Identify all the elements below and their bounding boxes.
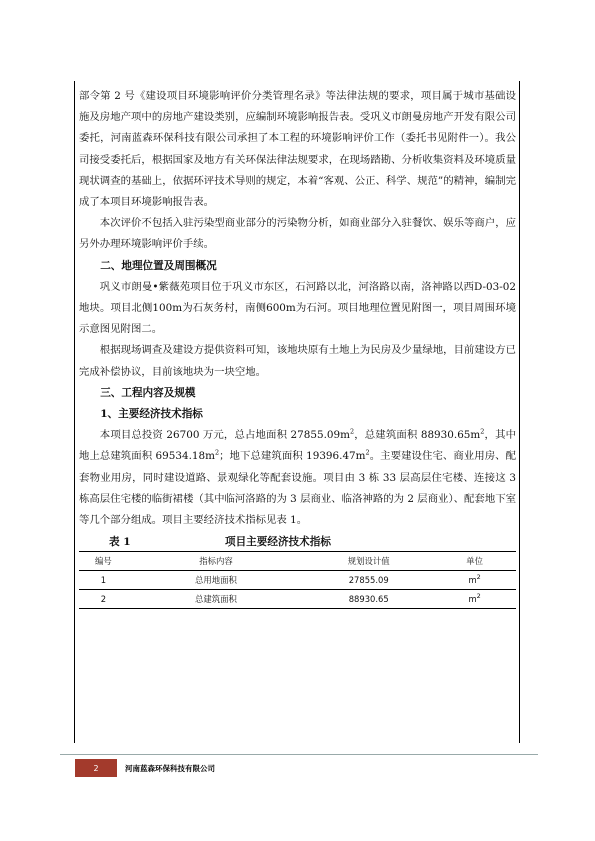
paragraph-location: 巩义市朗曼•紫薇苑项目位于巩义市东区，石河路以北，河洛路以南，洛神路以西D-03-02地块。项目北侧100m为石灰务村，南侧600m为石河。项目地理位置见附图一，项目周围环境示意图见附图二。 xyxy=(79,280,516,336)
paragraph-site-status: 根据现场调查及建设方提供资料可知，该地块原有土地上为民房及少量绿地，目前建设方已完成补偿协议，目前该地块为一块空地。 xyxy=(79,344,516,378)
header-design-value: 规划设计值 xyxy=(304,552,433,571)
heading-economic-indicators: 1、主要经济技术指标 xyxy=(100,408,203,421)
investment-text-a: 本项目总投资 26700 万元，总占地面积 27855.09m xyxy=(99,429,350,442)
table-caption xyxy=(79,533,516,551)
table-header-row xyxy=(79,552,516,571)
paragraph-investment xyxy=(79,425,516,531)
cell-number: 2 xyxy=(79,590,128,609)
footer-divider xyxy=(60,754,538,755)
footer-company: 河南蓝森环保科技有限公司 xyxy=(125,763,215,773)
cell-unit: $m^2$ xyxy=(433,590,516,609)
superscript: 2 xyxy=(365,448,370,457)
investment-text-e: 。主要建设住宅、商业用房、配套物业用房，同时建设道路、景观绿化等配套设施。项目由 3 栋 33 层高层住宅楼、连接这 3 栋高层住宅楼的临街裙楼（其中临河洛路的为 3 层商业、临洛神路的为 2 层商业）、配套地下室等几个部分组成。项目主要经济技术指标见表 1。 xyxy=(79,450,517,527)
cell-value: 88930.65 xyxy=(304,590,433,609)
superscript: 2 xyxy=(480,427,485,436)
cell-indicator: 总建筑面积 xyxy=(128,590,304,609)
cell-value: 27855.09 xyxy=(304,571,433,590)
table-row xyxy=(79,590,516,609)
cell-indicator: 总用地面积 xyxy=(128,571,304,590)
cell-number: 1 xyxy=(79,571,128,590)
investment-text-b: ，总建筑面积 88930.65m xyxy=(354,429,481,442)
superscript: 2 xyxy=(349,427,355,436)
heading-project-content: 三、工程内容及规模 xyxy=(100,386,196,399)
table-row xyxy=(79,571,516,590)
page-number: 2 xyxy=(75,759,117,777)
header-number: 编号 xyxy=(79,552,128,571)
investment-text-d: ；地下总建筑面积 19396.47m xyxy=(219,450,366,463)
cell-unit: $m^2$ xyxy=(433,571,516,590)
header-unit: 单位 xyxy=(433,552,516,571)
table-number: 表 1 xyxy=(109,536,131,549)
header-indicator: 指标内容 xyxy=(128,552,304,571)
indicator-table xyxy=(79,551,516,609)
table-title: 项目主要经济技术指标 xyxy=(225,536,331,549)
page-footer xyxy=(75,759,535,777)
paragraph-intro: 部令第 2 号《建设项目环境影响评价分类管理名录》等法律法规的要求，项目属于城市基础设施及房地产项中的房地产建设类别，应编制环境影响报告表。受巩义市朗曼房地产开发有限公司委托，河南蓝森环保科技有限公司承担了本工程的环境影响评价工作（委托书见附件一）。我公司接受委托后，根据国家及地方有关环保法律法规要求，在现场踏勘、分析收集资料及环境质量现状调查的基础上，依据环评技术导则的规定，本着“客观、公正、科学、规范”的精神，编制完成了本项目环境影响报告表。 xyxy=(79,90,516,209)
document-body xyxy=(79,86,516,609)
investment-text-c: ，其中地上总建筑面积 69534.18m xyxy=(79,429,517,463)
heading-location: 二、地理位置及周围概况 xyxy=(100,259,217,272)
superscript: 2 xyxy=(214,448,220,457)
paragraph-scope: 本次评价不包括入驻污染型商业部分的污染物分析，如商业部分入驻餐饮、娱乐等商户，应另外办理环境影响评价手续。 xyxy=(79,217,516,251)
